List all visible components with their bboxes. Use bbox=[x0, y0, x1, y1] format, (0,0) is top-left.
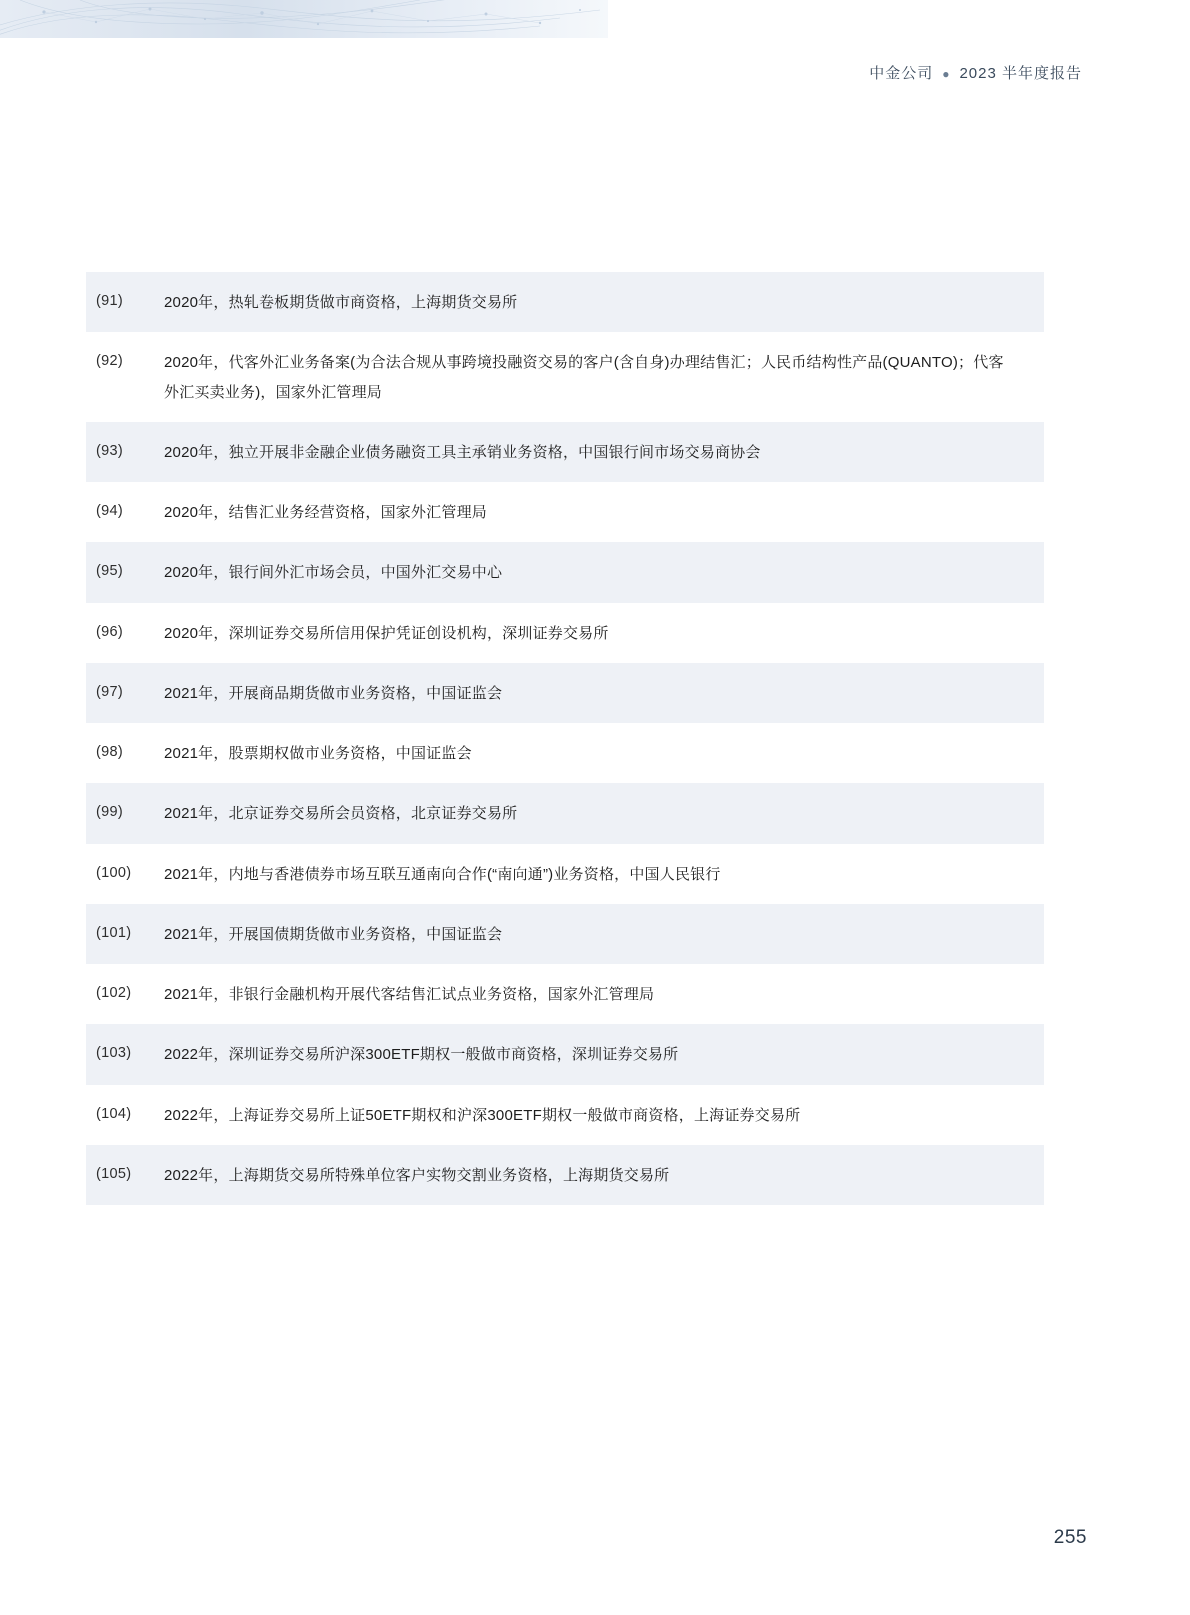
list-item-index: (100) bbox=[96, 864, 132, 881]
running-head-separator: ● bbox=[942, 67, 951, 82]
list-item bbox=[86, 603, 1044, 663]
list-item-index: (92) bbox=[96, 353, 123, 370]
list-item bbox=[86, 482, 1044, 542]
list-item-text: 2020年，代客外汇业务备案(为合法合规从事跨境投融资交易的客户(含自身)办理结售汇；人民币结构性产品(QUANTO)；代客外汇买卖业务)，国家外汇管理局 bbox=[164, 354, 1004, 401]
running-head-report: 2023 半年度报告 bbox=[959, 65, 1082, 82]
qualification-list bbox=[86, 272, 1044, 1205]
list-item-index: (96) bbox=[96, 623, 123, 640]
list-item bbox=[86, 272, 1044, 332]
list-item-text: 2021年，内地与香港债券市场互联互通南向合作(“南向通”)业务资格，中国人民银行 bbox=[164, 865, 721, 883]
list-item bbox=[86, 844, 1044, 904]
list-item-text: 2020年，独立开展非金融企业债务融资工具主承销业务资格，中国银行间市场交易商协会 bbox=[164, 443, 761, 461]
list-item bbox=[86, 1145, 1044, 1205]
list-item-text: 2022年，深圳证券交易所沪深300ETF期权一般做市商资格，深圳证券交易所 bbox=[164, 1046, 679, 1064]
list-item-text: 2020年，结售汇业务经营资格，国家外汇管理局 bbox=[164, 504, 487, 521]
list-item-text: 2020年，热轧卷板期货做市商资格，上海期货交易所 bbox=[164, 294, 518, 311]
running-head bbox=[869, 62, 1082, 83]
list-item bbox=[86, 783, 1044, 843]
list-item-text: 2020年，深圳证券交易所信用保护凭证创设机构，深圳证券交易所 bbox=[164, 624, 609, 642]
list-item bbox=[86, 422, 1044, 482]
list-item-index: (99) bbox=[96, 804, 123, 821]
list-item-text: 2021年，非银行金融机构开展代客结售汇试点业务资格，国家外汇管理局 bbox=[164, 986, 655, 1003]
running-head-company: 中金公司 bbox=[869, 65, 934, 82]
list-item-index: (95) bbox=[96, 563, 123, 580]
list-item-index: (102) bbox=[96, 985, 132, 1001]
list-item-text: 2022年，上海证券交易所上证50ETF期权和沪深300ETF期权一般做市商资格，上海证券交易所 bbox=[164, 1106, 801, 1124]
list-item bbox=[86, 723, 1044, 783]
list-item-index: (91) bbox=[96, 293, 123, 309]
list-item-text: 2021年，股票期权做市业务资格，中国证监会 bbox=[164, 745, 472, 762]
header-band-graphic bbox=[0, 0, 608, 38]
page-number: 255 bbox=[1053, 1527, 1087, 1548]
list-item-text: 2021年，开展商品期货做市业务资格，中国证监会 bbox=[164, 684, 503, 702]
list-item-index: (104) bbox=[96, 1105, 132, 1122]
list-item-text: 2022年，上海期货交易所特殊单位客户实物交割业务资格，上海期货交易所 bbox=[164, 1166, 670, 1184]
list-item bbox=[86, 1024, 1044, 1084]
list-item-index: (103) bbox=[96, 1045, 132, 1062]
list-item-index: (101) bbox=[96, 924, 132, 941]
list-item bbox=[86, 542, 1044, 602]
list-item-index: (93) bbox=[96, 442, 123, 459]
list-item bbox=[86, 663, 1044, 723]
list-item bbox=[86, 904, 1044, 964]
list-item-index: (105) bbox=[96, 1165, 132, 1182]
list-item-index: (98) bbox=[96, 744, 123, 760]
list-item-text: 2021年，开展国债期货做市业务资格，中国证监会 bbox=[164, 925, 503, 943]
list-item bbox=[86, 964, 1044, 1024]
list-item bbox=[86, 332, 1044, 422]
list-item-index: (94) bbox=[96, 503, 123, 519]
list-item-text: 2020年，银行间外汇市场会员，中国外汇交易中心 bbox=[164, 564, 503, 582]
list-item-index: (97) bbox=[96, 683, 123, 700]
list-item-text: 2021年，北京证券交易所会员资格，北京证券交易所 bbox=[164, 805, 518, 823]
decorative-header-band bbox=[0, 0, 608, 38]
list-item bbox=[86, 1085, 1044, 1145]
